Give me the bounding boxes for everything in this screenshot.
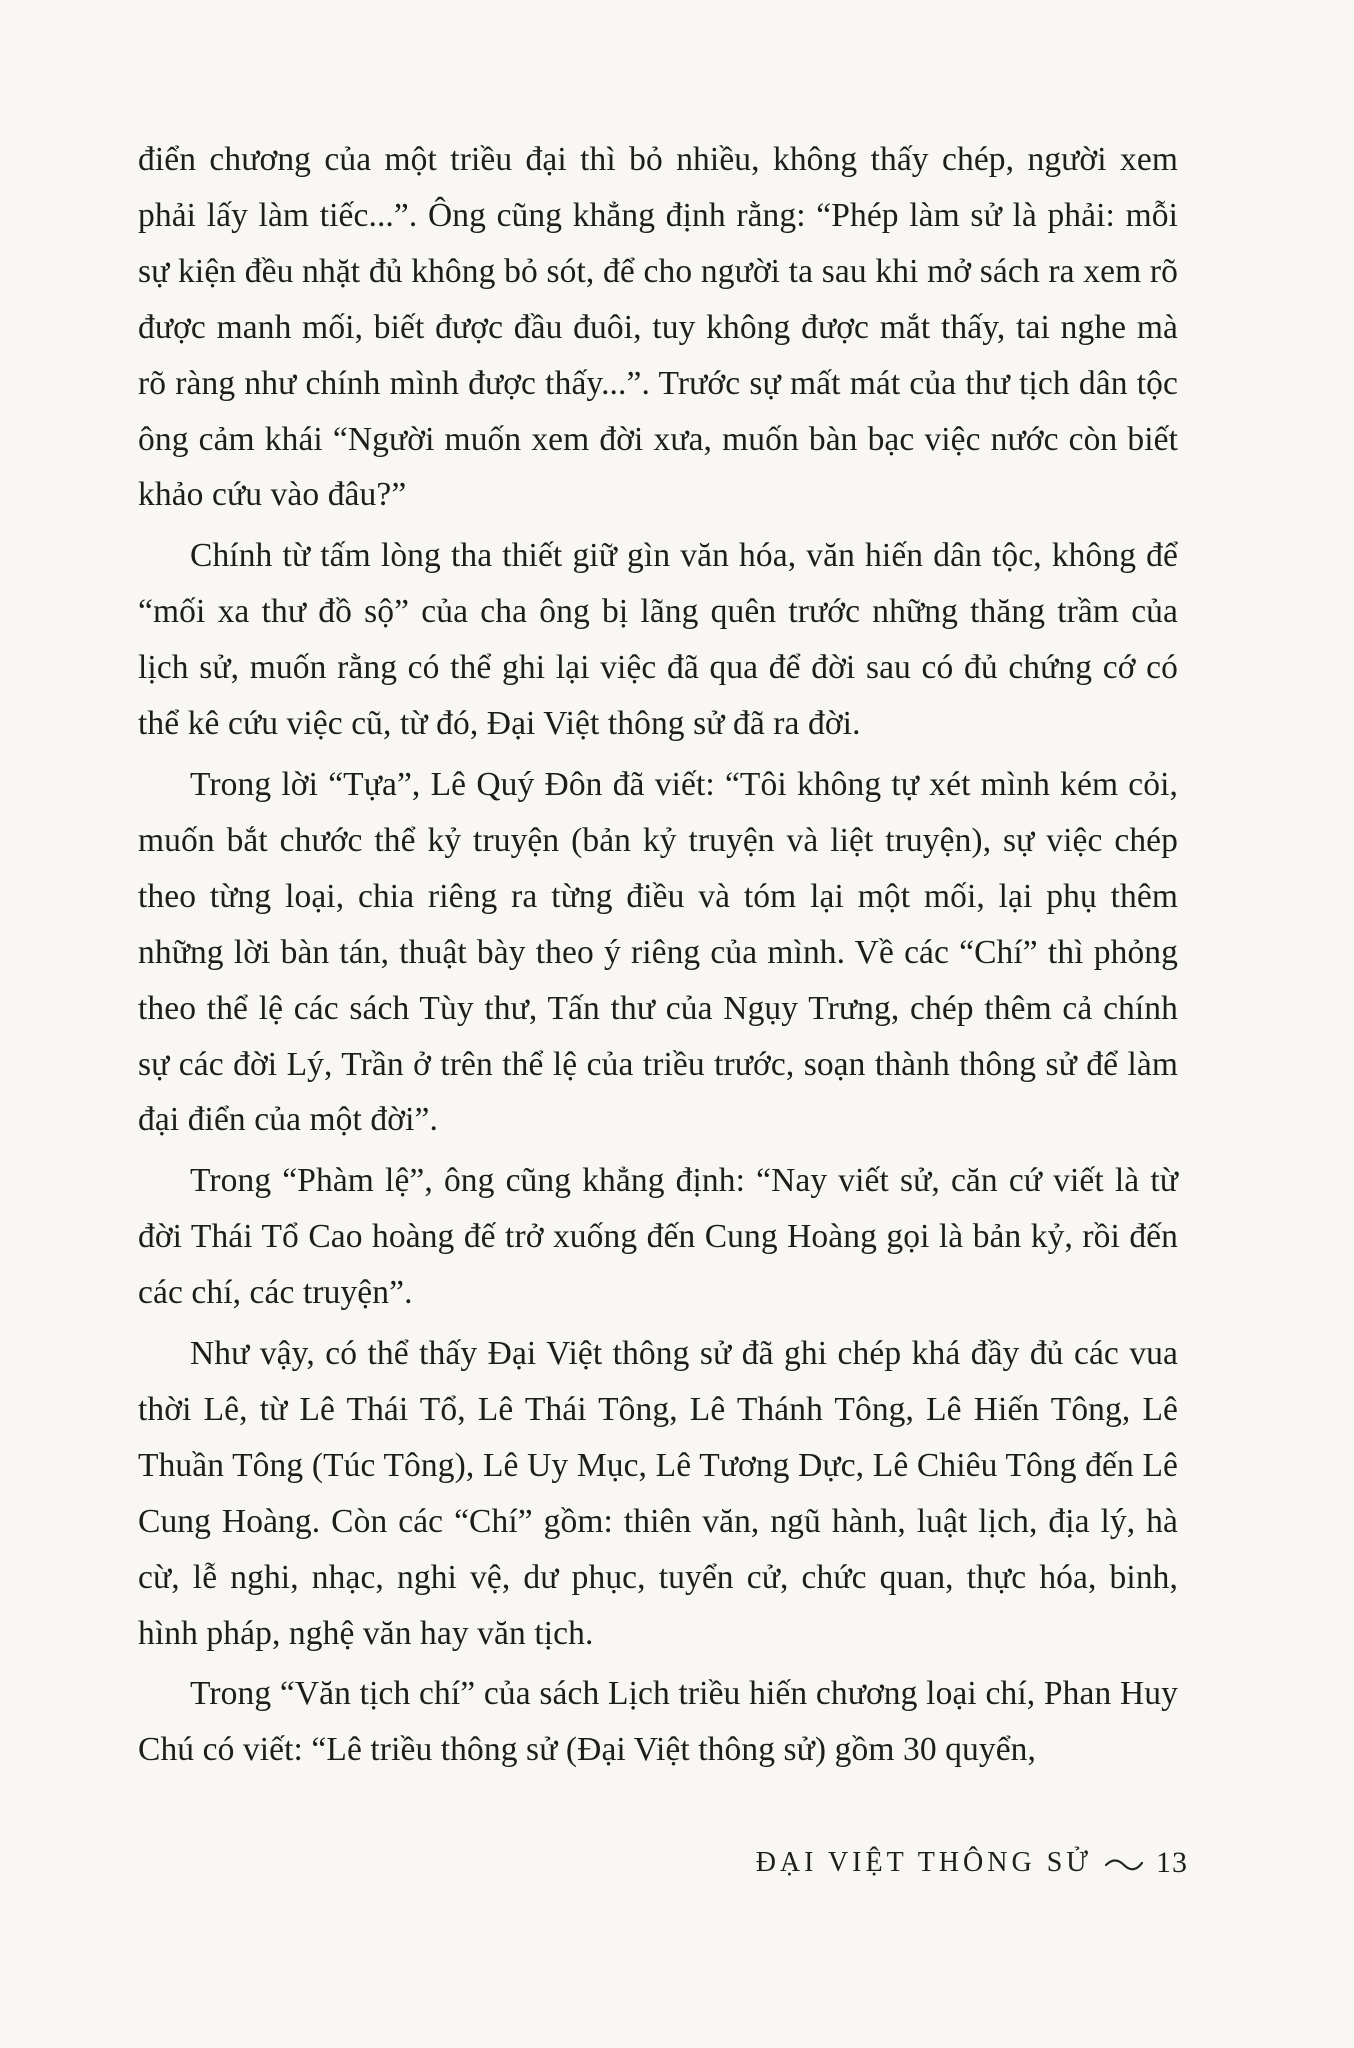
page-footer (756, 1846, 1188, 1880)
paragraph-6: Trong “Văn tịch chí” của sách Lịch triều hiến chương loại chí, Phan Huy Chú có viết: “Lê triều thông sử (Đại Việt thông sử) gồm 30 quyển, (138, 1675, 1178, 1769)
paragraph-4: Trong “Phàm lệ”, ông cũng khẳng định: “Nay viết sử, căn cứ viết là từ đời Thái Tổ Cao hoàng đế trở xuống đến Cung Hoàng gọi là bản kỷ, rồi đến các chí, các truyện”. (138, 1162, 1178, 1312)
paragraph-1: điển chương của một triều đại thì bỏ nhiều, không thấy chép, người xem phải lấy làm tiếc...”. Ông cũng khẳng định rằng: “Phép làm sử là phải: mỗi sự kiện đều nhặt đủ không bỏ sót, để cho người ta sau khi mở sách ra xem rõ được manh mối, biết được đầu đuôi, tuy không được mắt thấy, tai nghe mà rõ ràng như chính mình được thấy...”. Trước sự mất mát của thư tịch dân tộc ông cảm khái “Người muốn xem đời xưa, muốn bàn bạc việc nước còn biết khảo cứu vào đâu?” (138, 141, 1178, 514)
page-number: 13 (1156, 1846, 1188, 1879)
tilde-ornament-icon (1104, 1853, 1144, 1873)
paragraph-2: Chính từ tấm lòng tha thiết giữ gìn văn hóa, văn hiến dân tộc, không để “mối xa thư đồ sộ” của cha ông bị lãng quên trước những thăng trầm của lịch sử, muốn rằng có thể ghi lại việc đã qua để đời sau có đủ chứng cớ có thể kê cứu việc cũ, từ đó, Đại Việt thông sử đã ra đời. (138, 537, 1178, 743)
body-text (138, 132, 1178, 1783)
paragraph-5: Như vậy, có thể thấy Đại Việt thông sử đã ghi chép khá đầy đủ các vua thời Lê, từ Lê Thái Tổ, Lê Thái Tông, Lê Thánh Tông, Lê Hiến Tông, Lê Thuần Tông (Túc Tông), Lê Uy Mục, Lê Tương Dực, Lê Chiêu Tông đến Lê Cung Hoàng. Còn các “Chí” gồm: thiên văn, ngũ hành, luật lịch, địa lý, hà cừ, lễ nghi, nhạc, nghi vệ, dư phục, tuyển cử, chức quan, thực hóa, binh, hình pháp, nghệ văn hay văn tịch. (138, 1335, 1178, 1652)
running-head: ĐẠI VIỆT THÔNG SỬ (755, 1847, 1092, 1878)
paragraph-3: Trong lời “Tựa”, Lê Quý Đôn đã viết: “Tôi không tự xét mình kém cỏi, muốn bắt chước thể kỷ truyện (bản kỷ truyện và liệt truyện), sự việc chép theo từng loại, chia riêng ra từng điều và tóm lại một mối, lại phụ thêm những lời bàn tán, thuật bày theo ý riêng của mình. Về các “Chí” thì phỏng theo thể lệ các sách Tùy thư, Tấn thư của Ngụy Trưng, chép thêm cả chính sự các đời Lý, Trần ở trên thể lệ của triều trước, soạn thành thông sử để làm đại điển của một đời”. (138, 765, 1178, 1139)
